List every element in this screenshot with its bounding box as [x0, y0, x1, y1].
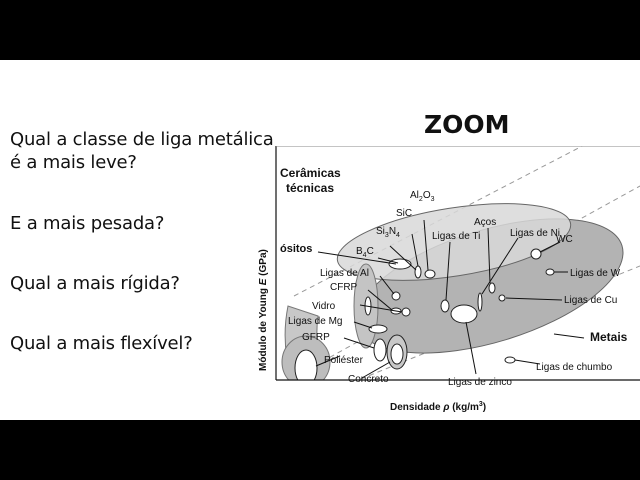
- slide: [0, 60, 640, 420]
- label-sic: SiC: [396, 208, 413, 219]
- label-ti: Ligas de Ti: [432, 231, 481, 242]
- polyester-point: [295, 350, 317, 386]
- label-zinc: Ligas de zinco: [448, 377, 512, 388]
- label-al2o3: $Al_2O_3$: [410, 190, 435, 203]
- w-point: [546, 269, 554, 275]
- ni-point: [478, 293, 482, 311]
- label-composites: ósitos: [280, 243, 313, 255]
- ti-point: [441, 300, 449, 312]
- label-lead: Ligas de chumbo: [536, 362, 613, 373]
- label-mg: Ligas de Mg: [288, 316, 343, 327]
- question-most-flexible: Qual a mais flexível?: [10, 333, 193, 354]
- label-metals: Metais: [590, 330, 628, 344]
- wc-point: [531, 249, 541, 259]
- si3n4-point: [415, 266, 421, 278]
- label-polyester: Poliéster: [324, 355, 363, 366]
- label-gfrp: GFRP: [302, 332, 330, 343]
- question-stiffest: Qual a mais rígida?: [10, 273, 180, 294]
- cu-point: [499, 295, 505, 301]
- label-vidro: Vidro: [312, 301, 336, 312]
- b4c-point: [389, 259, 411, 269]
- label-wc: WC: [556, 234, 573, 245]
- label-w: Ligas de W: [570, 268, 621, 279]
- al2o3-point: [425, 270, 435, 278]
- concrete-point: [391, 344, 403, 364]
- x-axis-title: Densidade ρ $(kg/m^3)$: [390, 401, 487, 413]
- steel-point: [489, 283, 495, 293]
- question-lightest-alloy: Qual a classe de liga metálica é a mais leve?: [10, 129, 274, 173]
- label-b4c: $B_4C$: [356, 246, 374, 259]
- gfrp-point: [374, 339, 386, 361]
- mg-point: [369, 325, 387, 333]
- label-ni: Ligas de Ni: [510, 228, 561, 239]
- label-concrete: Concreto: [348, 374, 389, 385]
- label-cfrp: CFRP: [330, 282, 358, 293]
- question-heaviest: E a mais pesada?: [10, 213, 165, 234]
- label-ceramics: Cerâmicas: [280, 166, 341, 180]
- y-axis-title: Módulo de Young E (GPa): [258, 249, 269, 371]
- ashby-chart: [254, 146, 640, 420]
- label-cu: Ligas de Cu: [564, 295, 618, 306]
- zinc-point: [451, 305, 477, 323]
- label-si3n4: $Si_3N_4$: [376, 226, 400, 239]
- label-ceramics-2: técnicas: [286, 181, 335, 195]
- lead-point: [505, 357, 515, 363]
- label-al: Ligas de Al: [320, 268, 369, 279]
- zoom-title: ZOOM: [424, 110, 510, 139]
- label-steel: Aços: [474, 217, 497, 228]
- vidro-point: [402, 308, 410, 316]
